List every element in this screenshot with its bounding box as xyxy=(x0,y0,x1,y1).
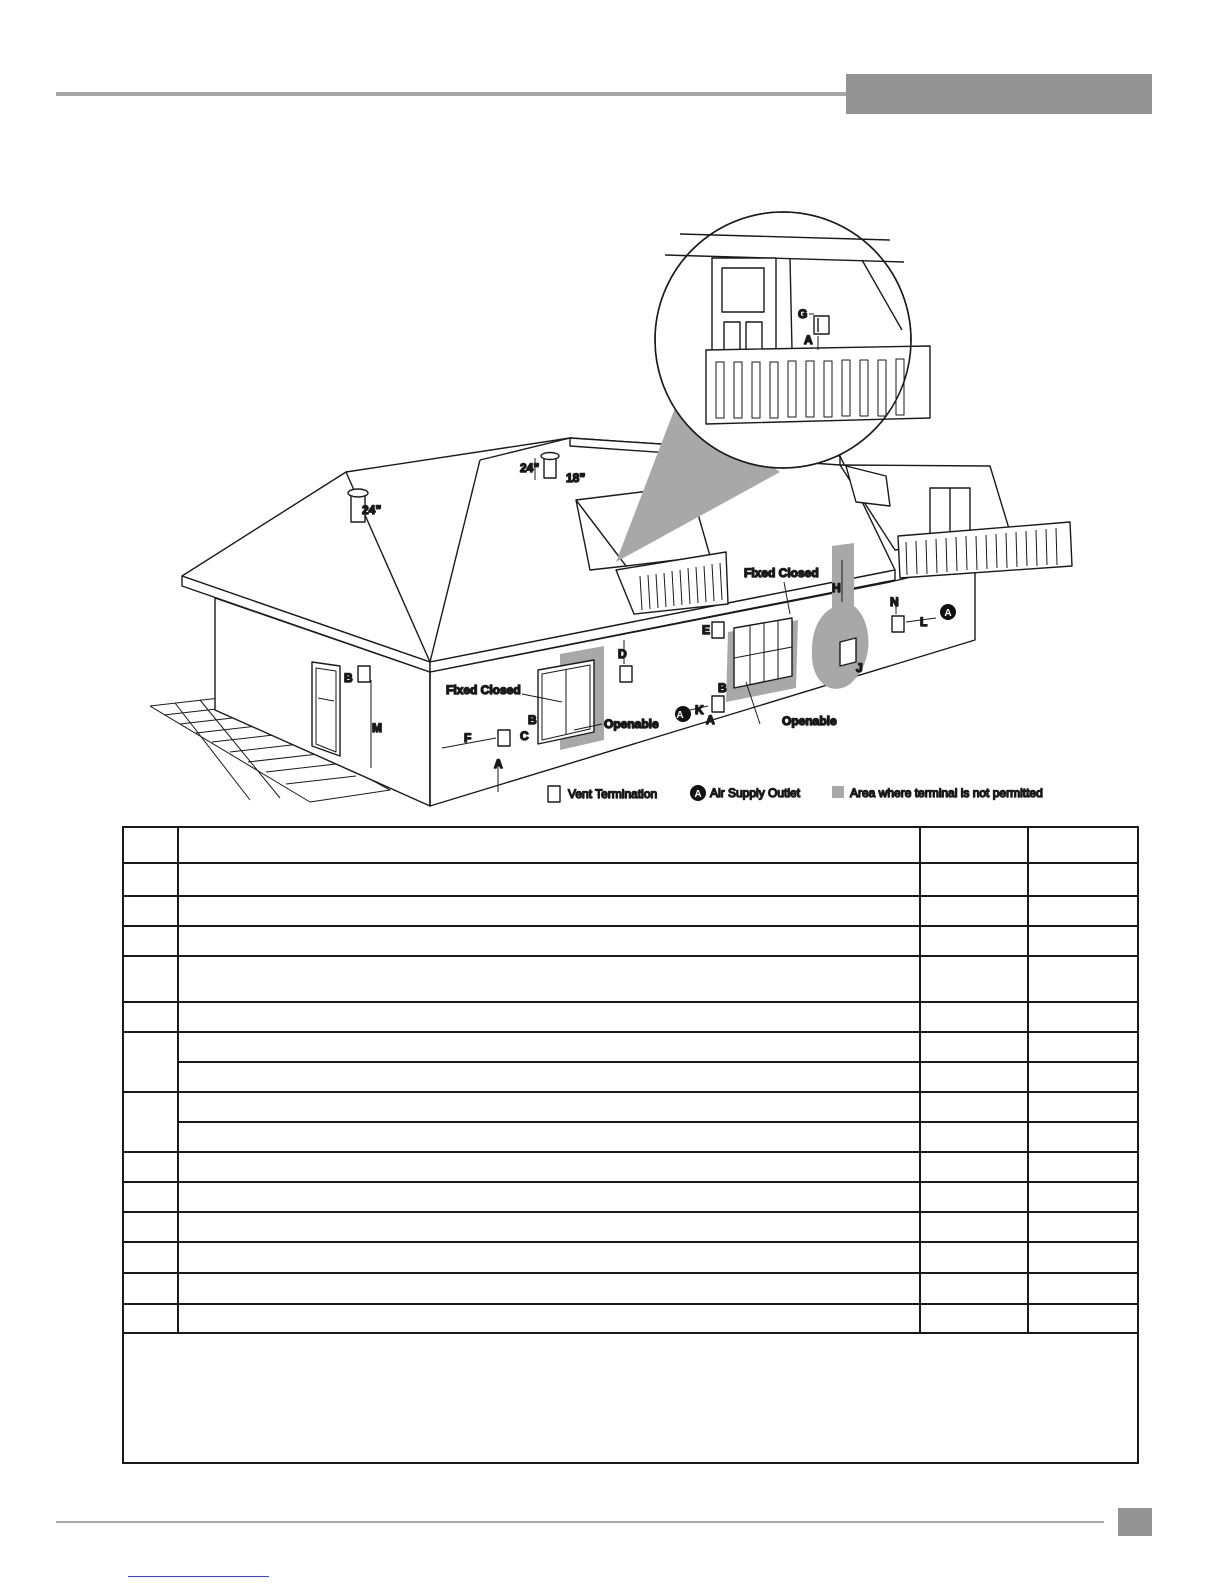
legend-area: Area where terminal is not permitted xyxy=(850,786,1043,800)
table-row xyxy=(123,956,1138,1002)
table-row xyxy=(123,1152,1138,1182)
legend-air-letter: A xyxy=(694,789,702,800)
window-right xyxy=(734,618,792,688)
table-row xyxy=(123,1304,1138,1333)
label-b-left-window: B xyxy=(528,713,537,727)
table-row xyxy=(123,1182,1138,1212)
page-number-tab xyxy=(1118,1508,1152,1536)
footer-link-underline[interactable] xyxy=(128,1576,269,1577)
legend-air: Air Supply Outlet xyxy=(710,786,801,800)
dim-roof-mid-b: 18” xyxy=(566,471,586,485)
label-g-inset: G xyxy=(798,307,808,321)
callout-openable-left: Openable xyxy=(604,717,659,731)
dim-roof-left: 24” xyxy=(362,503,382,517)
callout-fixed-closed-right: Fixed Closed xyxy=(744,566,819,580)
table-row xyxy=(123,1212,1138,1242)
legend xyxy=(548,785,1043,802)
side-door xyxy=(312,662,340,756)
label-m: M xyxy=(372,721,382,735)
table-row xyxy=(123,863,1138,896)
footer-rule xyxy=(56,1521,1104,1523)
table-row xyxy=(123,1273,1138,1304)
label-e: E xyxy=(702,623,711,637)
clearance-table xyxy=(122,826,1139,1464)
label-b-door: B xyxy=(344,671,353,685)
table-header-row xyxy=(123,827,1138,863)
header-section-tab xyxy=(846,74,1152,114)
air-outlet-letter-right: A xyxy=(944,608,952,619)
label-c: C xyxy=(520,729,529,743)
table-notes-row xyxy=(123,1333,1138,1463)
label-h: H xyxy=(832,581,841,595)
label-d: D xyxy=(618,647,627,661)
zoom-inset xyxy=(655,212,930,468)
table-row xyxy=(123,1062,1138,1092)
label-a-ground: A xyxy=(494,757,503,771)
legend-vent: Vent Termination xyxy=(568,787,658,801)
table-row xyxy=(123,1032,1138,1062)
vent-clearance-diagram xyxy=(150,210,1090,822)
air-outlet-letter-left: A xyxy=(676,710,684,721)
label-a-right: A xyxy=(706,713,715,727)
table-row xyxy=(123,1002,1138,1032)
callout-openable-right: Openable xyxy=(782,714,837,728)
callout-fixed-closed-left: Fixed Closed xyxy=(446,683,521,697)
table-row xyxy=(123,1242,1138,1273)
dim-roof-mid-a: 24” xyxy=(520,461,540,475)
label-k: K xyxy=(695,703,704,717)
air-box xyxy=(840,638,856,666)
label-l: L xyxy=(920,615,928,629)
window-left xyxy=(538,660,594,744)
table-row xyxy=(123,1122,1138,1152)
header-rule xyxy=(56,92,846,96)
label-n: N xyxy=(890,595,899,609)
table-row xyxy=(123,1092,1138,1122)
label-j: J xyxy=(856,661,863,675)
label-a-inset: A xyxy=(804,333,813,347)
label-b-right-window: B xyxy=(718,681,727,695)
label-f: F xyxy=(464,731,472,745)
table-row xyxy=(123,926,1138,956)
table-row xyxy=(123,896,1138,926)
